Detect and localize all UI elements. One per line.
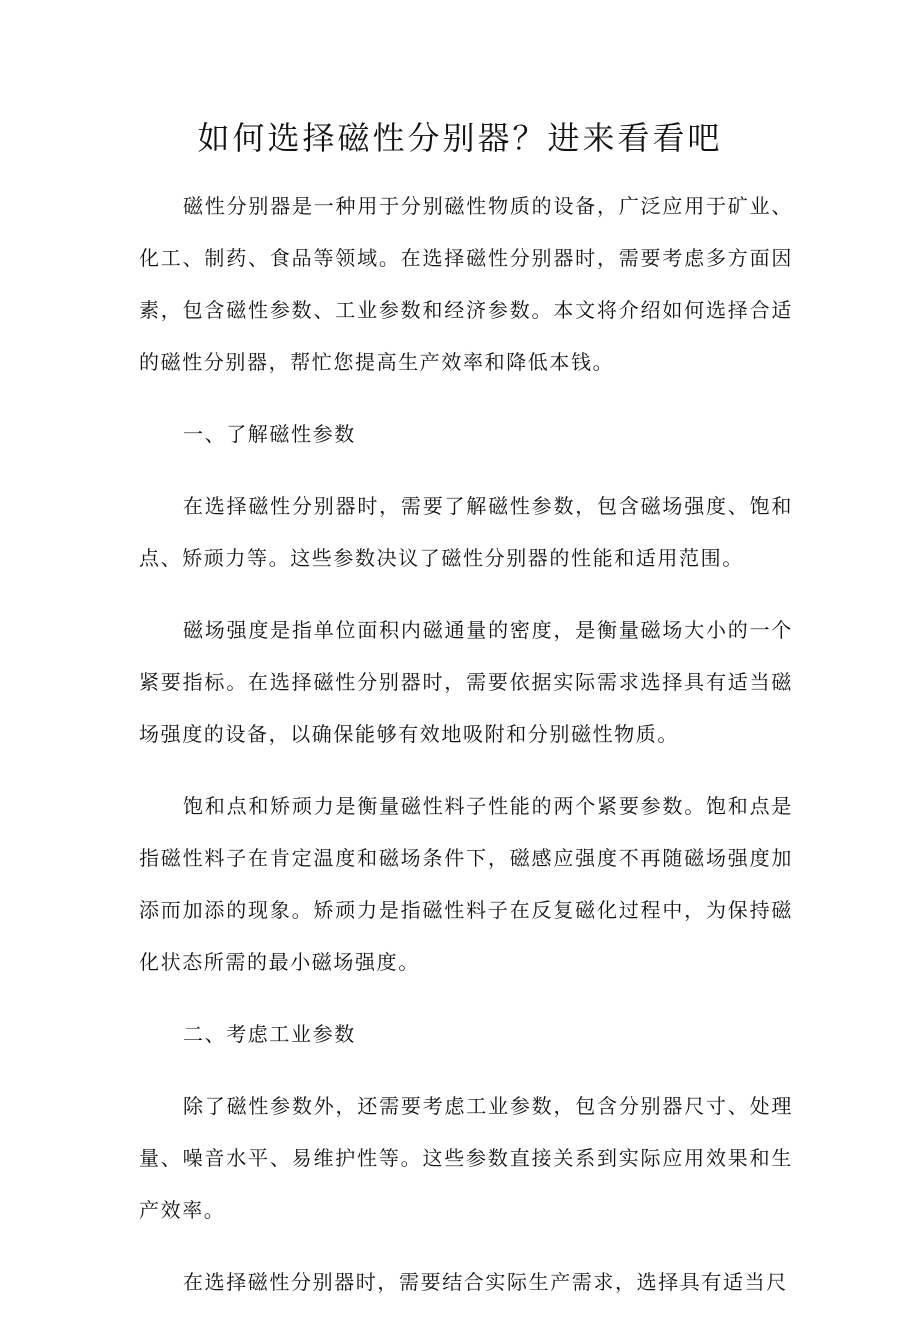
intro-paragraph: 磁性分别器是一种用于分别磁性物质的设备，广泛应用于矿业、化工、制药、食品等领域。在选择磁性分别器时，需要考虑多方面因素，包含磁性参数、工业参数和经济参数。本文将介绍如何选择合适的磁性分别器，帮忙您提高生产效率和降低本钱。 xyxy=(139,194,793,374)
paragraph-magnetic-parameters-overview: 在选择磁性分别器时，需要了解磁性参数，包含磁场强度、饱和点、矫顽力等。这些参数决议了磁性分别器的性能和适用范围。 xyxy=(139,494,793,570)
paragraph-field-strength: 磁场强度是指单位面积内磁通量的密度，是衡量磁场大小的一个紧要指标。在选择磁性分别器时，需要依据实际需求选择具有适当磁场强度的设备，以确保能够有效地吸附和分别磁性物质。 xyxy=(139,618,793,746)
section-heading-magnetic-parameters: 一、了解磁性参数 xyxy=(183,422,356,446)
page-title: 如何选择磁性分别器？进来看看吧 xyxy=(197,119,723,157)
paragraph-saturation-coercivity: 饱和点和矫顽力是衡量磁性料子性能的两个紧要参数。饱和点是指磁性料子在肯定温度和磁场条件下，磁感应强度不再随磁场强度加添而加添的现象。矫顽力是指磁性料子在反复磁化过程中，为保持磁化状态所需的最小磁场强度。 xyxy=(139,794,793,974)
document-body xyxy=(139,180,793,1328)
section-heading-industrial-parameters: 二、考虑工业参数 xyxy=(183,1022,356,1046)
paragraph-industrial-parameters-overview: 除了磁性参数外，还需要考虑工业参数，包含分别器尺寸、处理量、噪音水平、易维护性等。这些参数直接关系到实际应用效果和生产效率。 xyxy=(139,1094,793,1222)
paragraph-selection-requirements: 在选择磁性分别器时，需要结合实际生产需求，选择具有适当尺 xyxy=(183,1270,788,1294)
